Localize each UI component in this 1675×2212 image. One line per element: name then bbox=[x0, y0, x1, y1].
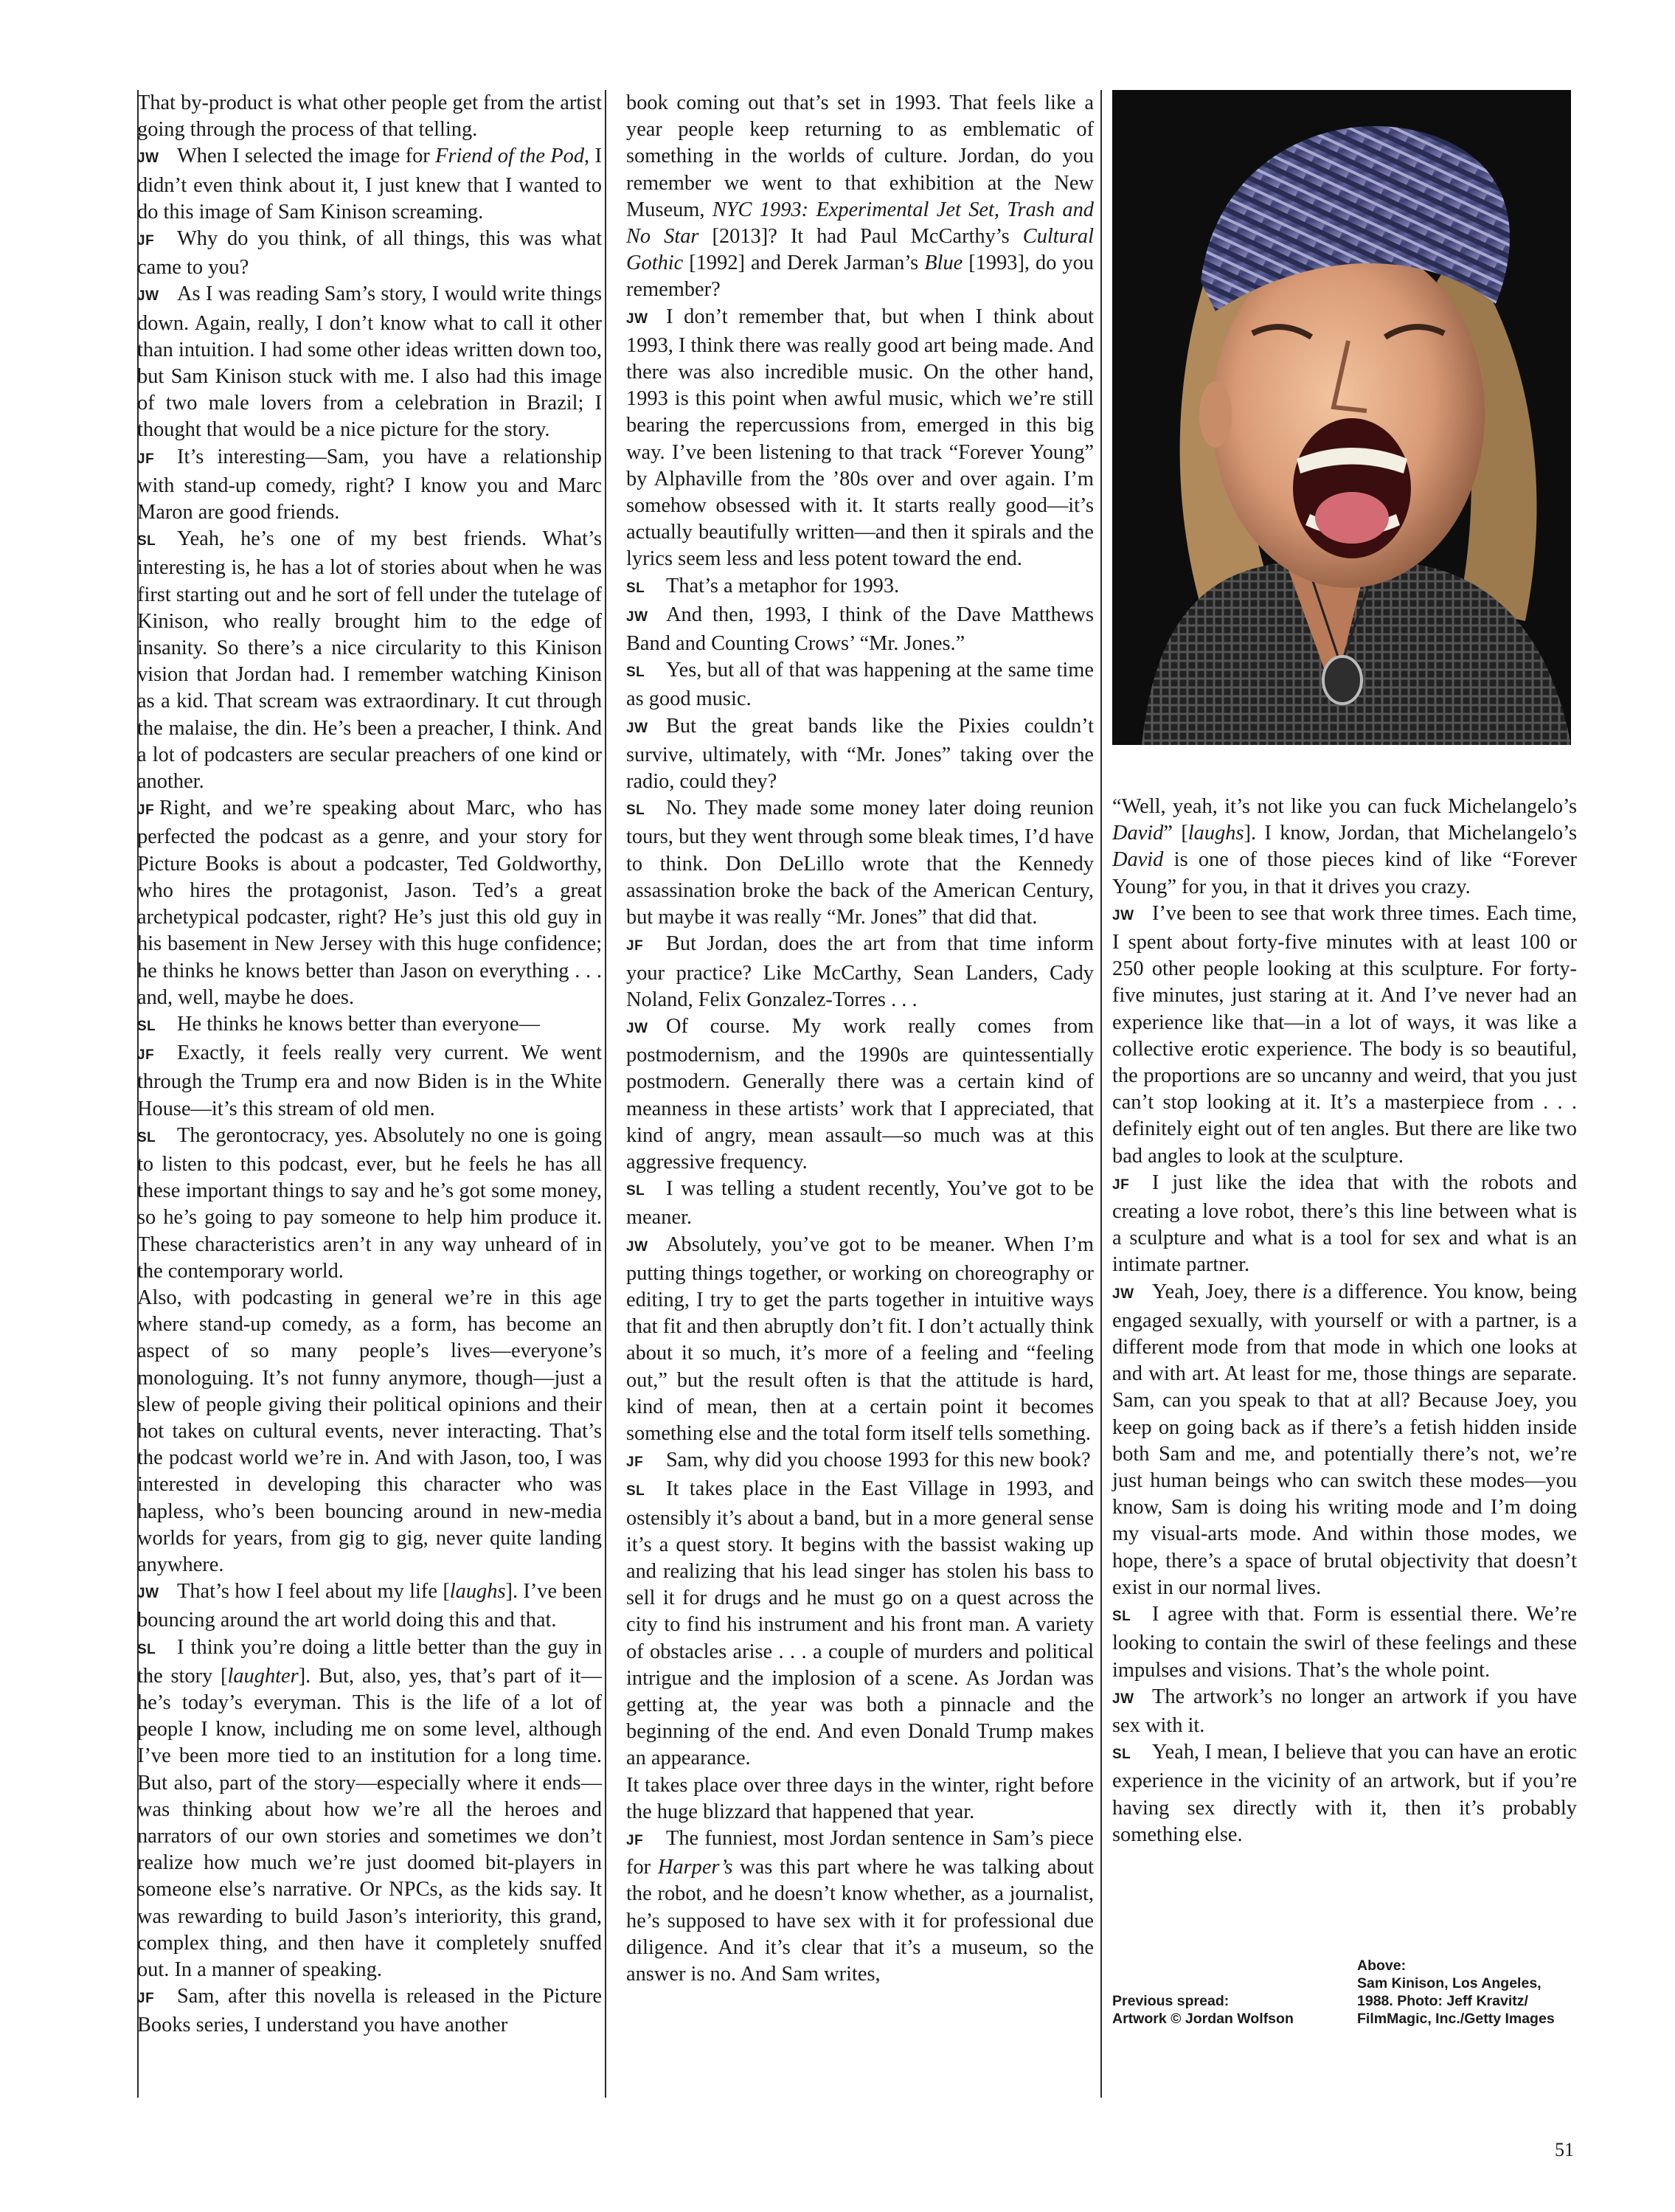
speaker-initials: SL bbox=[626, 802, 645, 819]
caption-line: FilmMagic, Inc./Getty Images bbox=[1357, 2011, 1555, 2027]
speaker-initials: JW bbox=[626, 311, 648, 327]
speaker-initials: JF bbox=[137, 802, 155, 819]
speaker-initials: SL bbox=[137, 1018, 156, 1034]
interview-paragraph bbox=[626, 1176, 1094, 1231]
interview-paragraph bbox=[137, 1578, 602, 1634]
interview-paragraph bbox=[626, 304, 1094, 573]
interview-paragraph bbox=[137, 1634, 602, 1984]
speaker-initials: JF bbox=[626, 1833, 644, 1848]
interview-paragraph bbox=[626, 1826, 1094, 1988]
caption-line: Previous spread: bbox=[1112, 1993, 1230, 2009]
paragraph-text: Yes, but all of that was happening at the same time as good music. bbox=[626, 659, 1094, 711]
interview-paragraph bbox=[137, 526, 602, 795]
text-column-2 bbox=[626, 90, 1094, 2096]
paragraph-text: And then, 1993, I think of the Dave Matthews Band and Counting Crows’ “Mr. Jones.” bbox=[626, 603, 1094, 656]
interview-paragraph bbox=[626, 795, 1094, 931]
interview-paragraph bbox=[1112, 1739, 1577, 1848]
speaker-initials: JW bbox=[626, 609, 648, 625]
paragraph-text: Yeah, he’s one of my best friends. What’s interesting is, he has a lot of stories about when he was first starting out and he sort of fell under the tutelage of Kinison, who really brought him to the edge of insanity. So there’s a nice circularity to this Kinison vision that Jordan had. I remember watching Kinison as a kid. That scream was extraordinary. It cut through the malaise, the din. He’s been a preacher, I think. And a lot of podcasters are secular preachers of one kind or another. bbox=[137, 527, 602, 794]
interview-paragraph bbox=[1112, 794, 1577, 901]
paragraph-text: I think you’re doing a little better than the guy in the story [laughter]. But, also, yes, that’s part of it—he’s today’s everyman. This is the life of a lot of people I know, including me on some level, although I’ve been more tied to an institution for a long time. But also, part of the story—especially where it ends—was thinking about how we’re all the heroes and narrators of our own stories and sometimes we don’t realize how much we’re just doomed bit-players in someone else’s narrative. Or NPCs, as the kids say. It was rewarding to build Jason’s interiority, this grand, complex thing, and then have it completely snuffed out. In a manner of speaking. bbox=[137, 1635, 602, 1982]
interview-paragraph bbox=[137, 1285, 602, 1578]
paragraph-text: Sam, after this novella is released in the Picture Books series, I understand you have another bbox=[137, 1985, 602, 2037]
interview-paragraph bbox=[137, 1011, 602, 1040]
text-column-3 bbox=[1112, 794, 1577, 1944]
speaker-initials: JW bbox=[626, 1238, 648, 1255]
paragraph-text: Exactly, it feels really very current. We went through the Trump era and now Biden is in the White House—it’s this stream of old men. bbox=[137, 1041, 602, 1120]
speaker-initials: JF bbox=[1112, 1176, 1130, 1193]
paragraph-text: That’s a metaphor for 1993. bbox=[666, 574, 900, 597]
interview-paragraph bbox=[626, 713, 1094, 796]
paragraph-text: Absolutely, you’ve got to be meaner. When I’m putting things together, or working on choreography or editing, I try to get the parts together in intuitive ways that fit and then abruptly don’t fit. I don’t actually think about it so much, it’s more of a feeling and “feeling out,” but the result often is that the attitude is hard, kind of mean, then at a certain point it becomes something else and the total form itself tells something. bbox=[626, 1232, 1094, 1445]
interview-paragraph bbox=[1112, 901, 1577, 1170]
speaker-initials: JW bbox=[137, 1586, 159, 1602]
paragraph-text: Why do you think, of all things, this was what came to you? bbox=[137, 227, 602, 280]
interview-paragraph bbox=[626, 931, 1094, 1013]
paragraph-text: He thinks he knows better than everyone— bbox=[177, 1012, 540, 1036]
speaker-initials: SL bbox=[626, 1183, 645, 1199]
caption-line: 1988. Photo: Jeff Kravitz/ bbox=[1357, 1993, 1528, 2009]
paragraph-text: But the great bands like the Pixies couldn’t survive, ultimately, with “Mr. Jones” taking over the radio, could they? bbox=[626, 714, 1094, 794]
paragraph-text: I don’t remember that, but when I think about 1993, I think there was really good art being made. And there was also incredible music. On the other hand, 1993 is this point when awful music, which we’re still bearing the repercussions from, emerged in this big way. I’ve been listening to that track “Forever Young” by Alphaville from the ’80s over and over again. I’m somehow obsessed with it. It starts really good—it’s actually beautifully written—and then it spirals and the lyrics seem less and less potent toward the end. bbox=[626, 305, 1094, 571]
paragraph-text: Also, with podcasting in general we’re in this age where stand-up comedy, as a form, has become an aspect of so many people’s lives—everyone’s monologuing. It’s not funny anymore, though—just a slew of people giving their political opinions and their hot takes on cultural events, never interacting. That’s the podcast world we’re in. And with Jason, too, I was interested in developing this character who was hapless, who’s been bouncing around in new-media worlds for years, from gig to gig, never quite landing anywhere. bbox=[137, 1286, 602, 1576]
speaker-initials: SL bbox=[137, 533, 156, 549]
interview-paragraph bbox=[137, 226, 602, 281]
speaker-initials: JW bbox=[137, 288, 159, 305]
paragraph-text: “Well, yeah, it’s not like you can fuck Michelangelo’s David” [laughs]. I know, Jordan, that Michelangelo’s David is one of those pieces kind of like “Forever Young” for you, in that it drives you crazy. bbox=[1112, 795, 1577, 898]
paragraph-text: The funniest, most Jordan sentence in Sam’s piece for Harper’s was this part where he was talking about the robot, and he doesn’t know whether, as a journalist, he’s supposed to have sex with it for professional due diligence. And it’s clear that it’s a museum, so the answer is no. And Sam writes, bbox=[626, 1827, 1095, 1986]
column-rule bbox=[605, 90, 606, 2098]
speaker-initials: JF bbox=[626, 938, 644, 954]
speaker-initials: SL bbox=[1112, 1609, 1131, 1625]
interview-paragraph bbox=[626, 573, 1094, 602]
paragraph-text: It takes place in the East Village in 1993, and ostensibly it’s about a band, but in a more general sense it’s a quest story. It begins with the bassist waking up and realizing that his lead singer has stolen his bass to sell it for drugs and he must go on a quest across the city to find his instrument and his front man. A variety of obstacles arise . . . a couple of murders and political intrigue and the implosion of a scene. As Jordan was getting at, the year was both a pinnacle and the beginning of the end. And even Donald Trump makes an appearance. bbox=[626, 1477, 1094, 1770]
interview-paragraph bbox=[626, 1013, 1094, 1176]
paragraph-text: That by-product is what other people get from the artist going through the process of that telling. bbox=[137, 91, 602, 142]
speaker-initials: JF bbox=[626, 1455, 644, 1471]
interview-paragraph bbox=[626, 1476, 1094, 1772]
paragraph-text: Yeah, Joey, there is a difference. You know, being engaged sexually, with yourself or with a partner, is a different mode from that mode in which one looks at and with art. At least for me, those things are separate. Sam, can you speak to that at all? Because Joey, you keep on going back as if there’s a fetish hidden inside both Sam and me, and potentially there’s not, we’re just human beings who can switch these modes—you know, Sam is doing his writing mode and I’m doing my visual-arts mode. And within those modes, we hope, there’s a space of brutal objectivity that doesn’t exist in our normal lives. bbox=[1112, 1280, 1578, 1599]
speaker-initials: JW bbox=[1112, 1286, 1134, 1302]
paragraph-text: I’ve been to see that work three times. Each time, I spent about forty-five minutes with at least 100 or 250 other people looking at this sculpture. For forty-five minutes, just staring at it. And I’ve never had an experience like that—in a lot of ways, it was like a collective erotic experience. The body is so beautiful, the proportions are so uncanny and weird, that you just can’t stop looking at it. It’s a masterpiece from . . . definitely eight out of ten angles. But there are like two bad angles to look at the sculpture. bbox=[1112, 901, 1577, 1168]
interview-paragraph bbox=[626, 1447, 1094, 1476]
speaker-initials: SL bbox=[137, 1129, 156, 1145]
interview-paragraph bbox=[137, 444, 602, 527]
speaker-initials: SL bbox=[1112, 1747, 1131, 1763]
interview-paragraph bbox=[626, 1772, 1094, 1826]
speaker-initials: JW bbox=[626, 720, 648, 736]
speaker-initials: SL bbox=[137, 1641, 156, 1657]
speaker-initials: JF bbox=[137, 233, 155, 249]
speaker-initials: SL bbox=[626, 580, 645, 596]
paragraph-text: No. They made some money later doing reunion tours, but they went through some bleak times, I’d have to think. Don DeLillo wrote that the Kennedy assassination broke the back of the American Century, but maybe it was really “Mr. Jones” that did that. bbox=[626, 797, 1094, 929]
photo-illustration bbox=[1112, 90, 1571, 745]
paragraph-text: Yeah, I mean, I believe that you can have an erotic experience in the vicinity of an artwork, but if you’re having sex directly with it, then it’s probably something else. bbox=[1112, 1741, 1577, 1846]
interview-paragraph bbox=[137, 1040, 602, 1123]
paragraph-text: The gerontocracy, yes. Absolutely no one is going to listen to this podcast, ever, but he feels he has all these important things to say and he’s got some money, so he’s going to pay someone to help him produce it. These characteristics aren’t in any way unheard of in the contemporary world. bbox=[137, 1123, 602, 1283]
caption-previous-spread bbox=[1112, 1992, 1334, 2028]
speaker-initials: JW bbox=[1112, 1691, 1134, 1707]
speaker-initials: SL bbox=[626, 1483, 645, 1499]
speaker-initials: JW bbox=[1112, 907, 1134, 923]
paragraph-text: Right, and we’re speaking about Marc, who has perfected the podcast as a genre, and your story for Picture Books is about a podcaster, Ted Goldworthy, who hires the protagonist, Jason. Ted’s a great archetypical podcaster, right? He’s just this old guy in his basement in New Jersey with this huge confidence; he thinks he knows better than Jason on everything . . . and, well, maybe he does. bbox=[137, 797, 602, 1009]
column-rule bbox=[1100, 90, 1102, 2098]
speaker-initials: JW bbox=[626, 1020, 648, 1036]
paragraph-text: I was telling a student recently, You’ve got to be meaner. bbox=[626, 1177, 1094, 1230]
paragraph-text: I agree with that. Form is essential there. We’re looking to contain the swirl of these feelings and these impulses and visions. That’s the whole point. bbox=[1112, 1603, 1577, 1682]
interview-paragraph bbox=[1112, 1170, 1577, 1279]
paragraph-text: Sam, why did you choose 1993 for this new book? bbox=[666, 1449, 1091, 1472]
caption-line: Sam Kinison, Los Angeles, bbox=[1357, 1975, 1542, 1991]
interview-paragraph bbox=[137, 1123, 602, 1285]
paragraph-text: That’s how I feel about my life [laughs]. I’ve been bouncing around the art world doing this and that. bbox=[137, 1580, 603, 1632]
caption-line: Artwork © Jordan Wolfson bbox=[1112, 2011, 1294, 2027]
speaker-initials: JF bbox=[137, 451, 155, 467]
paragraph-text: Of course. My work really comes from postmodernism, and the 1990s are quintessentially postmodern. Generally there was a certain kind of meanness in these artists’ work that I appreciated, that kind of angry, mean assault—so much was at this aggressive frequency. bbox=[626, 1014, 1094, 1173]
interview-paragraph bbox=[1112, 1684, 1577, 1739]
paragraph-text: But Jordan, does the art from that time inform your practice? Like McCarthy, Sean Landers, Cady Noland, Felix Gonzalez-Torres . . . bbox=[626, 932, 1094, 1011]
speaker-initials: JF bbox=[137, 1047, 155, 1064]
paragraph-text: I just like the idea that with the robots and creating a love robot, there’s this line between what is a sculpture and what is a tool for sex and what is an intimate partner. bbox=[1112, 1171, 1577, 1277]
caption-line: Above: bbox=[1357, 1958, 1407, 1974]
interview-paragraph bbox=[626, 657, 1094, 713]
paragraph-text: It takes place over three days in the winter, right before the huge blizzard that happened that year. bbox=[626, 1773, 1094, 1823]
interview-paragraph bbox=[626, 90, 1094, 304]
speaker-initials: SL bbox=[626, 665, 645, 681]
interview-paragraph bbox=[1112, 1279, 1577, 1601]
photo-sam-kinison bbox=[1112, 90, 1571, 745]
interview-paragraph bbox=[137, 1983, 602, 2039]
paragraph-text: As I was reading Sam’s story, I would write things down. Again, really, I don’t know what to call it other than intuition. I had some other ideas written down too, but Sam Kinison stuck with me. I also had this image of two male lovers from a celebration in Brazil; I thought that would be a nice picture for the story. bbox=[137, 282, 603, 442]
paragraph-text: When I selected the image for Friend of the Pod, I didn’t even think about it, I just knew that I wanted to do this image of Sam Kinison screaming. bbox=[137, 145, 602, 223]
paragraph-text: The artwork’s no longer an artwork if you have sex with it. bbox=[1112, 1685, 1577, 1737]
interview-paragraph bbox=[626, 1232, 1094, 1448]
interview-paragraph bbox=[1112, 1601, 1577, 1684]
speaker-initials: JF bbox=[137, 1991, 155, 2007]
interview-paragraph bbox=[137, 143, 602, 226]
page-number: 51 bbox=[1555, 2139, 1574, 2160]
caption-photo-credit bbox=[1357, 1957, 1578, 2028]
interview-paragraph bbox=[137, 90, 602, 143]
interview-paragraph bbox=[137, 281, 602, 443]
speaker-initials: JW bbox=[137, 150, 159, 167]
paragraph-text: book coming out that’s set in 1993. That feels like a year people keep returning to as emblematic of something in the worlds of culture. Jordan, do you remember we went to that exhibition at the New Museum, NYC 1993: Experimental Jet Set, Trash and No Star [2013]? It had Paul McCarthy’s Cultural Gothic [1992] and Derek Jarman’s Blue [1993], do you remember? bbox=[626, 91, 1094, 302]
paragraph-text: It’s interesting—Sam, you have a relationship with stand-up comedy, right? I know you and Marc Maron are good friends. bbox=[137, 445, 602, 524]
interview-paragraph bbox=[137, 795, 602, 1011]
text-column-1 bbox=[137, 90, 602, 2096]
interview-paragraph bbox=[626, 602, 1094, 657]
